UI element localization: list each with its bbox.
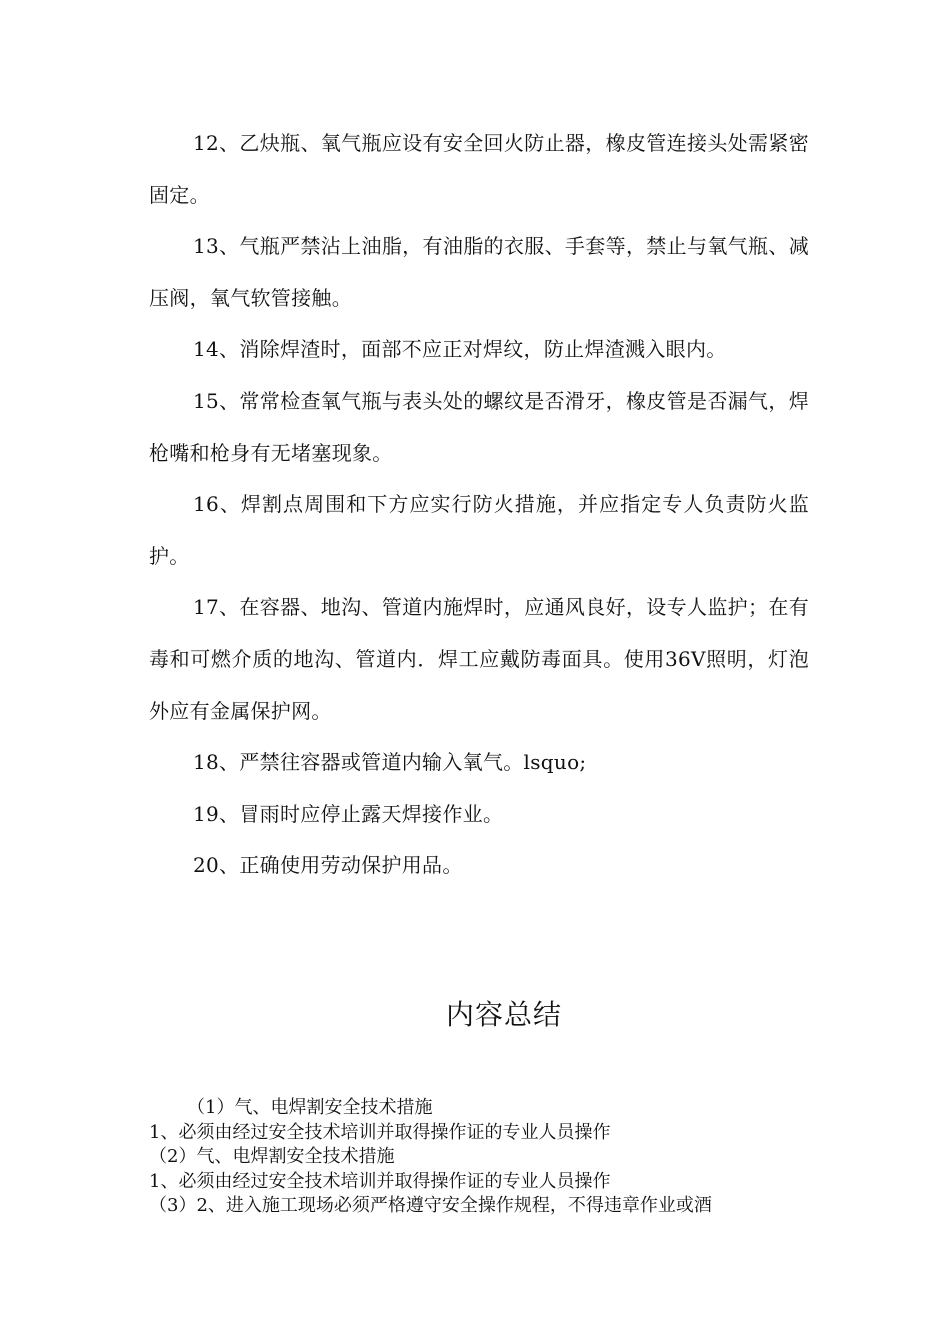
summary-line: （2）气、电焊割安全技术措施 <box>149 1146 395 1167</box>
rule-paragraph-12: 12、乙炔瓶、氧气瓶应设有安全回火防止器，橡皮管连接头处需紧密固定。 <box>149 131 809 207</box>
rule-paragraph-16: 16、焊割点周围和下方应实行防火措施，并应指定专人负责防火监护。 <box>149 492 809 568</box>
summary-line: （1）气、电焊割安全技术措施 <box>187 1097 433 1118</box>
rule-paragraph-18: 18、严禁往容器或管道内输入氧气。lsquo; <box>193 750 587 775</box>
rule-paragraph-20: 20、正确使用劳动保护用品。 <box>193 853 463 878</box>
summary-section <box>149 1096 829 1219</box>
rule-paragraph-13: 13、气瓶严禁沾上油脂，有油脂的衣服、手套等，禁止与氧气瓶、减压阀，氧气软管接触。 <box>149 234 809 310</box>
summary-line: 1、必须由经过安全技术培训并取得操作证的专业人员操作 <box>149 1170 611 1192</box>
summary-line: （3）2、进入施工现场必须严格遵守安全操作规程，不得违章作业或酒 <box>149 1195 712 1216</box>
rule-paragraph-17: 17、在容器、地沟、管道内施焊时，应通风良好，设专人监护；在有毒和可燃介质的地沟、管道内．焊工应戴防毒面具。使用36V照明，灯泡外应有金属保护网。 <box>149 595 809 723</box>
summary-line: 1、必须由经过安全技术培训并取得操作证的专业人员操作 <box>149 1121 611 1143</box>
rule-paragraph-19: 19、冒雨时应停止露天焊接作业。 <box>193 801 504 826</box>
summary-title: 内容总结 <box>445 998 562 1031</box>
rule-paragraph-15: 15、常常检查氧气瓶与表头处的螺纹是否滑牙，橡皮管是否漏气，焊枪嘴和枪身有无堵塞现象。 <box>149 388 809 465</box>
safety-rules-body <box>149 118 809 892</box>
rule-paragraph-14: 14、消除焊渣时，面部不应正对焊纹，防止焊渣溅入眼内。 <box>193 337 727 362</box>
